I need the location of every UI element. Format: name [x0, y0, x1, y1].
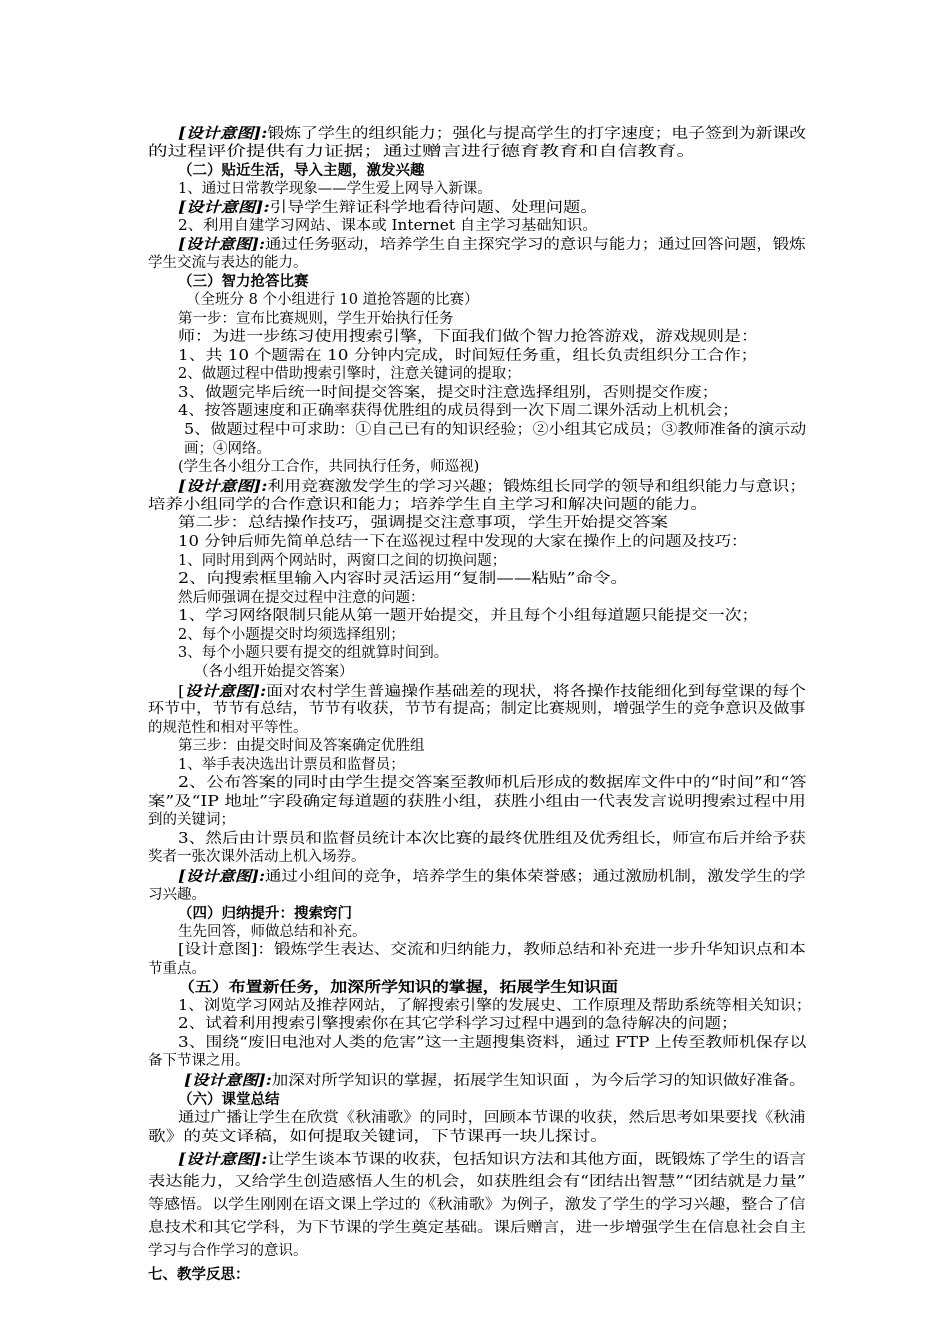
design-intent-label: 设计意图]:: [184, 683, 267, 700]
text-run: 让学生谈本节课的收获，包括知识方法和其他方面，既锻炼了学生的语言: [267, 1152, 807, 1168]
text-line: [148, 1052, 250, 1071]
text-run: [: [178, 684, 185, 700]
text-line: [178, 458, 479, 477]
text-run: 第一步：宣布比赛规则，学生开始执行任务: [178, 311, 454, 327]
text-run: 奖者一张次课外活动上机入场券。: [148, 849, 366, 865]
text-line: [178, 644, 448, 663]
section-heading: 七、教学反思：: [148, 1266, 250, 1283]
text-run: 环节中，节节有总结，节节有收获，节节有提高；制定比赛规则，增强学生的竞争意识及做事: [148, 701, 806, 717]
text-line: [178, 124, 806, 144]
text-line: [178, 402, 738, 421]
text-line: [148, 700, 805, 719]
text-line: [178, 514, 668, 533]
design-intent-label: [设计意图]:: [184, 1072, 272, 1089]
text-run: 节重点。: [148, 961, 206, 977]
text-line: [184, 421, 806, 440]
section-heading: （二）贴近生活，导入主题，激发兴趣: [178, 162, 425, 179]
text-run: 通过广播让学生在欣赏《秋浦歌》的同时，回顾本节课的收获，然后思考如果要找《秋浦: [178, 1110, 806, 1126]
text-run: 锻炼了学生的组织能力；强化与提高学生的打字速度；电子签到为新课改: [267, 126, 807, 142]
text-line: [184, 1071, 806, 1091]
text-run: 2、公布答案的同时由学生提交答案至教师机后形成的数据库文件中的“时间”和“答: [178, 775, 807, 791]
text-line: [178, 552, 506, 571]
text-run: 第二步：总结操作技巧，强调提交注意事项，学生开始提交答案: [178, 515, 668, 531]
text-line: [178, 347, 757, 366]
text-run: 2、利用自建学习网站、课本或 Internet 自主学习基础知识。: [178, 218, 598, 234]
text-line: [178, 198, 597, 218]
text-line: [178, 830, 806, 849]
text-run: 画；④网络。: [184, 441, 271, 457]
text-line: [178, 941, 806, 960]
text-line: [186, 291, 479, 310]
text-run: 习兴趣。: [148, 887, 206, 903]
text-line: [178, 1109, 805, 1128]
text-run: 10 分钟后师先简单总结一下在巡视过程中发现的大家在操作上的问题及技巧：: [178, 534, 748, 550]
text-line: [178, 1150, 806, 1170]
design-intent-label: [设计意图]:: [178, 868, 266, 885]
design-intent-label: [设计意图]:: [178, 236, 266, 253]
text-line: [178, 235, 806, 255]
text-line: [148, 811, 235, 830]
text-line: [178, 570, 628, 589]
design-intent-label: [设计意图]:: [178, 125, 268, 142]
text-line: [178, 1034, 806, 1053]
text-run: (学生各小组分工合作，共同执行任务，师巡视): [178, 459, 480, 475]
text-line: [148, 1173, 806, 1192]
text-run: 到的关键词；: [148, 812, 235, 828]
text-run: 4、按答题速度和正确率获得优胜组的成员得到一次下周二课外活动上机机会；: [178, 403, 739, 419]
text-run: 1、共 10 个题需在 10 分钟内完成，时间短任务重，组长负责组织分工合作；: [178, 348, 758, 364]
design-intent-label: [设计意图]:: [178, 199, 270, 216]
text-line: [178, 180, 492, 199]
text-line: [148, 143, 696, 162]
text-line: [178, 904, 352, 924]
text-line: [178, 161, 425, 181]
text-run: 2、每个小题提交时均须选择组别；: [178, 627, 405, 643]
text-run: 歌》的英文译稿，如何提取关键词，下节课再一块儿探讨。: [148, 1129, 608, 1145]
text-run: （各小组开始提交答案）: [194, 664, 354, 680]
text-run: 的规范性和相对平等性。: [148, 720, 308, 736]
text-run: 3、围绕“废旧电池对人类的危害”这一主题搜集资料，通过 FTP 上传至教师机保存以: [178, 1035, 807, 1051]
text-run: 1、学习网络限制只能从第一题开始提交，并且每个小组每道题只能提交一次；: [178, 608, 759, 624]
text-line: [178, 867, 806, 887]
text-run: 生先回答，师做总结和补充。: [178, 924, 367, 940]
text-line: [178, 589, 425, 608]
text-run: 利用竞赛激发学生的学习兴趣；锻炼组长同学的领导和组织能力与意识；: [267, 479, 807, 495]
section-heading: （六）课堂总结: [178, 1091, 280, 1108]
text-run: 等感悟。以学生刚刚在语文课上学过的《秋浦歌》为例子，激发了学生的学习兴趣，整合了信: [148, 1197, 806, 1213]
text-run: 第三步：由提交时间及答案确定优胜组: [178, 738, 425, 754]
section-heading: （四）归纳提升：搜索窍门: [178, 905, 352, 922]
text-run: 3、做题完毕后统一时间提交答案，提交时注意选择组别，否则提交作废；: [178, 385, 719, 401]
text-run: 引导学生辩证科学地看待问题、处理问题。: [269, 200, 598, 216]
text-run: 学生交流与表达的能力。: [148, 255, 308, 271]
text-line: [178, 365, 521, 384]
text-line: [148, 496, 708, 515]
text-line: [148, 848, 366, 867]
text-run: 息技术和其它学科，为下节课的学生奠定基础。课后赠言，进一步增强学生在信息社会自主: [148, 1220, 806, 1236]
text-run: 学习与合作学习的意识。: [148, 1243, 308, 1259]
section-heading: （三）智力抢答比赛: [178, 273, 309, 290]
section-heading: （五）布置新任务，加深所学知识的掌握，拓展学生知识面: [178, 979, 618, 996]
text-line: [178, 1015, 738, 1034]
text-line: [178, 737, 425, 756]
text-line: [184, 440, 271, 459]
text-run: 1、同时用到两个网站时，两窗口之间的切换问题；: [178, 553, 507, 569]
text-run: 通过任务驱动，培养学生自主探究学习的意识与能力；通过回答问题，锻炼: [265, 237, 806, 253]
text-run: 培养小组同学的合作意识和能力；培养学生自主学习和解决问题的能力。: [148, 497, 708, 513]
design-intent-label: [设计意图]:: [178, 1151, 268, 1168]
text-run: （全班分 8 个小组进行 10 道抢答题的比赛）: [186, 292, 479, 308]
text-line: [178, 682, 806, 702]
text-line: [178, 533, 748, 552]
text-line: [178, 1090, 280, 1110]
text-line: [148, 793, 806, 812]
text-run: 2、做题过程中借助搜索引擎时，注意关键词的提取；: [178, 366, 521, 382]
text-run: [设计意图]：锻炼学生表达、交流和归纳能力，教师总结和补充进一步升华知识点和本: [178, 942, 806, 958]
design-intent-label: [设计意图]:: [178, 478, 268, 495]
text-line: [148, 1265, 250, 1285]
text-line: [148, 1219, 806, 1238]
text-line: [178, 477, 806, 497]
text-line: [178, 272, 309, 292]
text-run: 的过程评价提供有力证据；通过赠言进行德育教育和自信教育。: [148, 144, 697, 160]
text-run: 1、浏览学习网站及推荐网站，了解搜索引擎的发展史、工作原理及帮助系统等相关知识；: [178, 998, 812, 1014]
text-run: 师：为进一步练习使用搜索引擎，下面我们做个智力抢答游戏，游戏规则是：: [178, 329, 758, 345]
text-line: [178, 384, 718, 403]
text-line: [178, 978, 618, 998]
text-line: [148, 960, 206, 979]
text-run: 1、通过日常教学现象——学生爱上网导入新课。: [178, 181, 492, 197]
text-run: 2、向搜索框里输入内容时灵活运用“复制——粘贴”命令。: [178, 571, 629, 587]
text-run: 备下节课之用。: [148, 1053, 250, 1069]
text-line: [148, 1128, 608, 1147]
text-line: [148, 719, 308, 738]
text-run: 1、举手表决选出计票员和监督员；: [178, 757, 405, 773]
text-line: [178, 626, 405, 645]
text-line: [178, 217, 598, 236]
text-run: 通过小组间的竞争，培养学生的集体荣誉感；通过激励机制，激发学生的学: [265, 869, 806, 885]
text-line: [178, 310, 454, 329]
text-run: 面对农村学生普遍操作基础差的现状，将各操作技能细化到每堂课的每个: [266, 684, 806, 700]
text-run: 表达能力，又给学生创造感悟人生的机会，如获胜组会有“团结出智慧”“团结就是力量”: [148, 1174, 806, 1190]
text-run: 案”及“IP 地址”字段确定每道题的获胜小组，获胜小组由一代表发言说明搜索过程中用: [148, 794, 806, 810]
text-line: [178, 997, 812, 1016]
text-line: [148, 1196, 805, 1215]
text-line: [178, 756, 405, 775]
text-run: 3、然后由计票员和监督员统计本次比赛的最终优胜组及优秀组长，师宣布后并给予获: [178, 831, 806, 847]
text-run: 3、每个小题只要有提交的组就算时间到。: [178, 645, 449, 661]
text-line: [178, 328, 758, 347]
text-run: 然后师强调在提交过程中注意的问题：: [178, 590, 425, 606]
text-run: 加深对所学知识的掌握，拓展学生知识面 ，为今后学习的知识做好准备。: [271, 1073, 806, 1089]
text-line: [148, 886, 206, 905]
text-line: [194, 663, 354, 682]
text-line: [148, 1242, 308, 1261]
text-line: [178, 923, 367, 942]
text-run: 2、试着利用搜索引擎搜索你在其它学科学习过程中遇到的急待解决的问题；: [178, 1016, 738, 1032]
text-line: [148, 254, 308, 273]
text-run: 5、做题过程中可求助：①自己已有的知识经验；②小组其它成员；③教师准备的演示动: [184, 422, 807, 438]
text-line: [178, 607, 758, 626]
text-line: [178, 774, 807, 793]
